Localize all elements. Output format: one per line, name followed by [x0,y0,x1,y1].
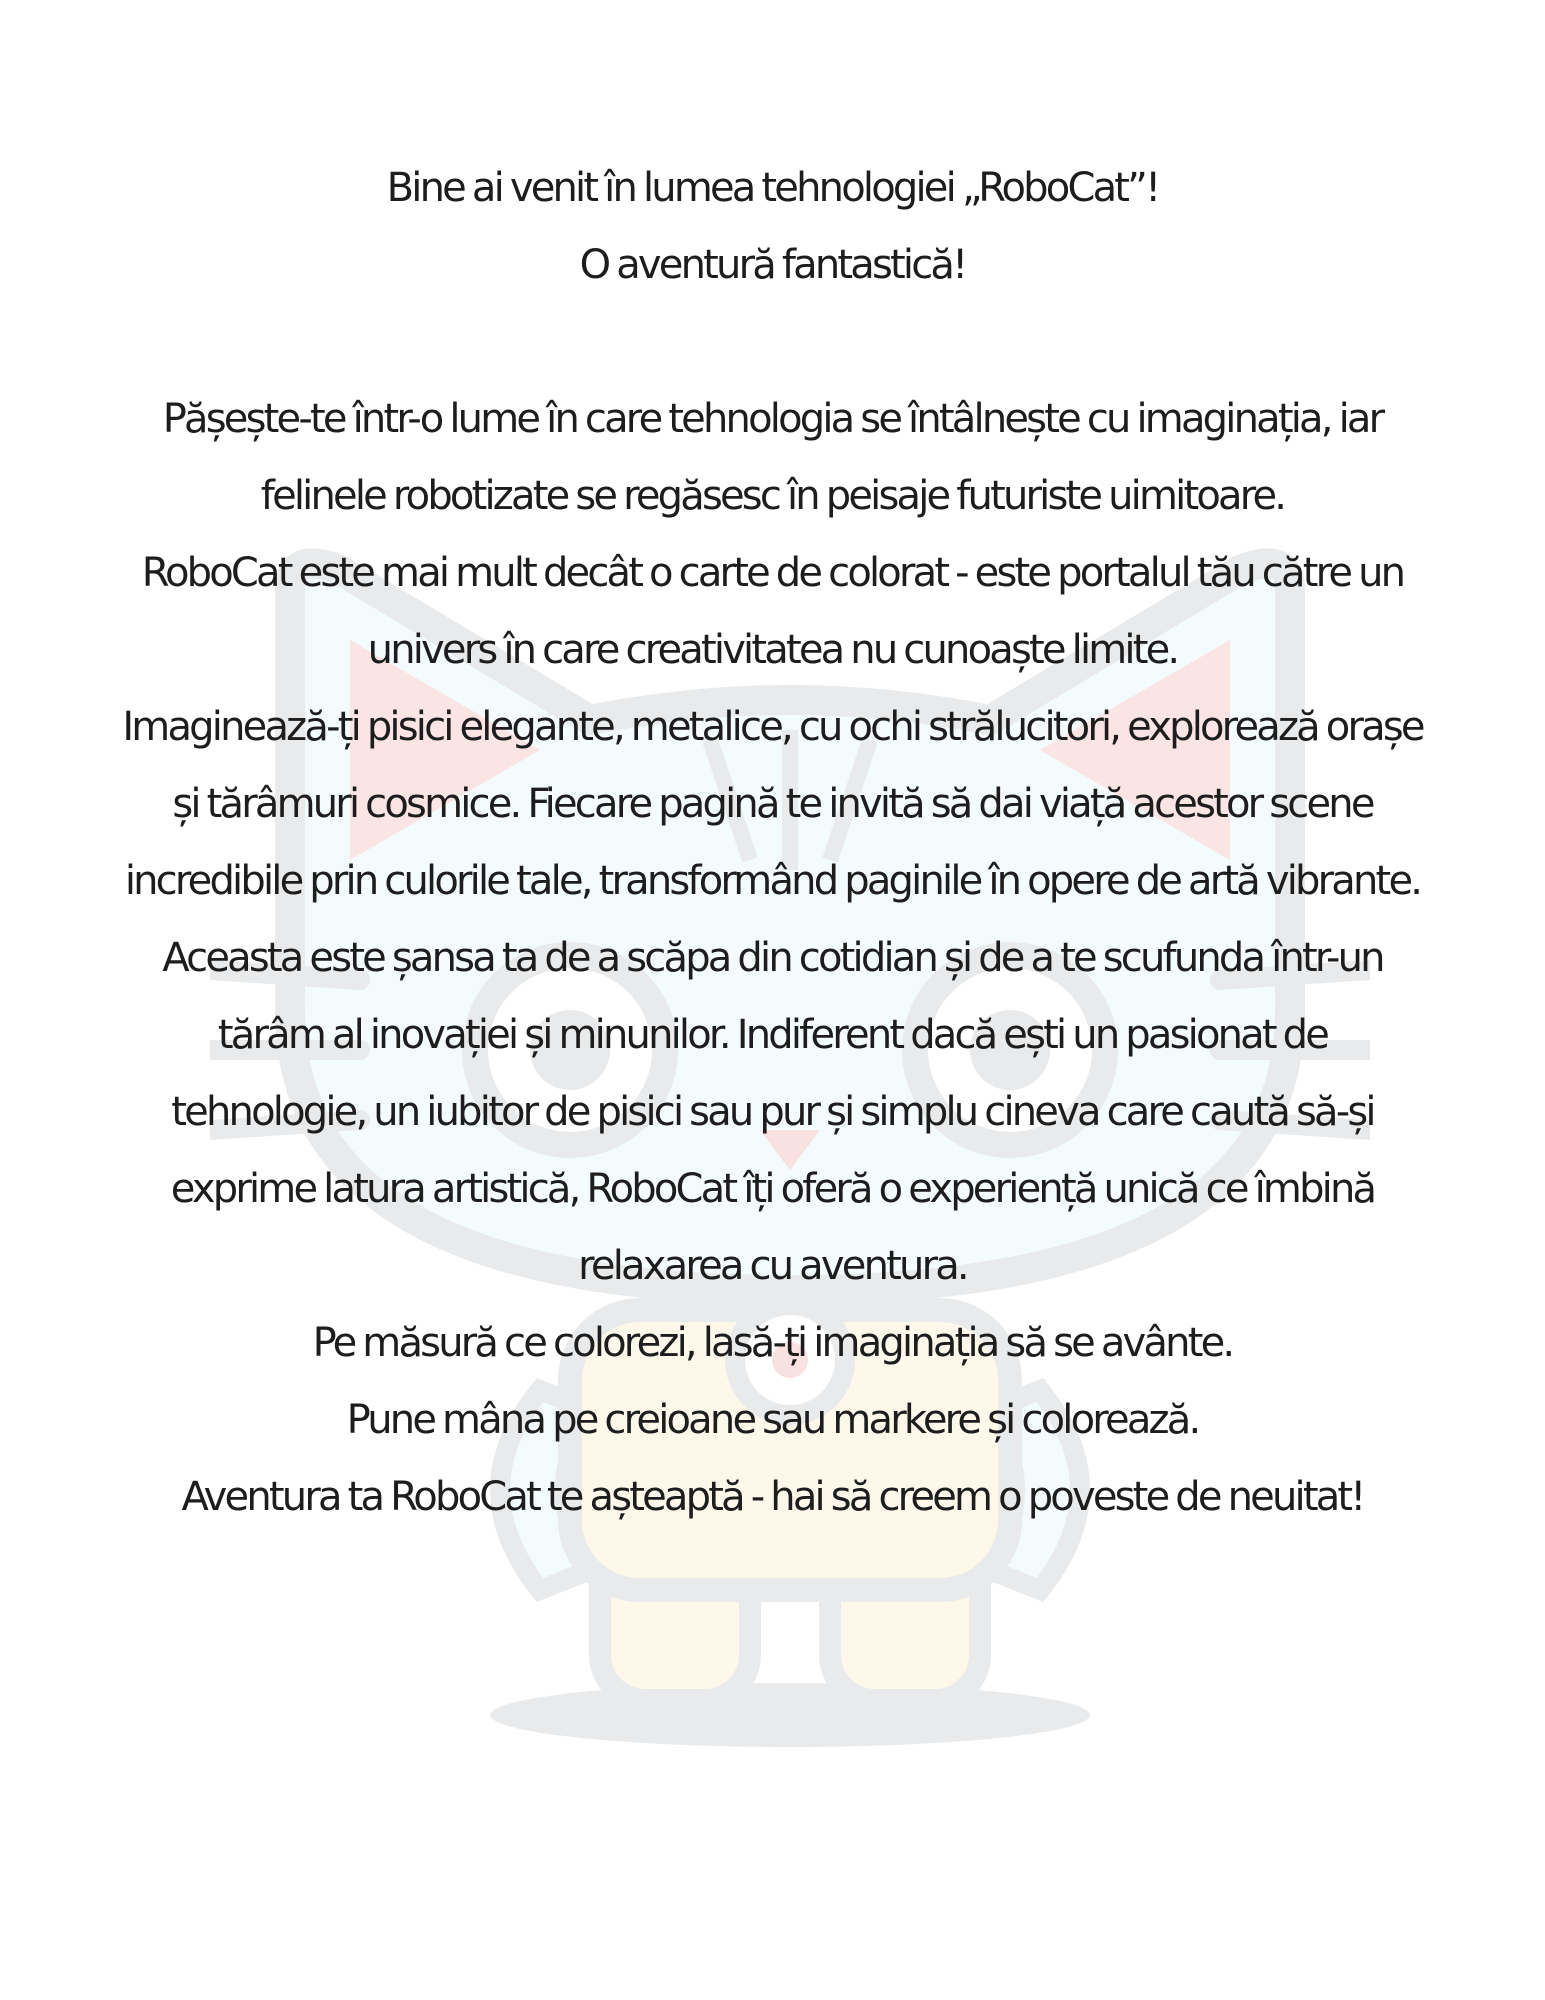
paragraph-2: RoboCat este mai mult decât o carte de colorat - este portalul tău către un univers în care creativitatea nu cunoaște limite. [141,550,1404,673]
paragraph-3: Imaginează-ți pisici elegante, metalice, cu ochi strălucitori, explorează orașe și tărâmuri cosmice. Fiecare pagină te invită să dai viață acestor scene incredibile prin culorile tale, transformând paginile în opere de artă vibrante. [122,704,1423,904]
spacer [120,304,1425,381]
heading-line-2: O aventură fantastică! [579,242,966,288]
watermark-shadow [490,1683,1090,1747]
paragraph-5: Pe măsură ce colorezi, lasă-ți imaginația să se avânte. [312,1320,1233,1366]
paragraph-6: Pune mâna pe creioane sau markere și colorează. [346,1397,1199,1443]
paragraph-4: Aceasta este șansa ta de a scăpa din cotidian și de a te scufunda într-un tărâm al inovației și minunilor. Indiferent dacă ești un pasionat de tehnologie, un iubitor de pisici sau pur și simplu cineva care caută să-și exprime latura artistică, RoboCat îți oferă o experiență unică ce îmbină relaxarea cu aventura. [162,935,1383,1289]
heading-line-1: Bine ai venit în lumea tehnologiei „RoboCat”! [386,165,1159,211]
paragraph-1: Pășește-te într-o lume în care tehnologia se întâlnește cu imaginația, iar felinele robotizate se regăsesc în peisaje futuriste uimitoare. [162,396,1383,519]
paragraph-7: Aventura ta RoboCat te așteaptă - hai să creem o poveste de neuitat! [181,1474,1364,1520]
document-body [120,150,1425,1536]
